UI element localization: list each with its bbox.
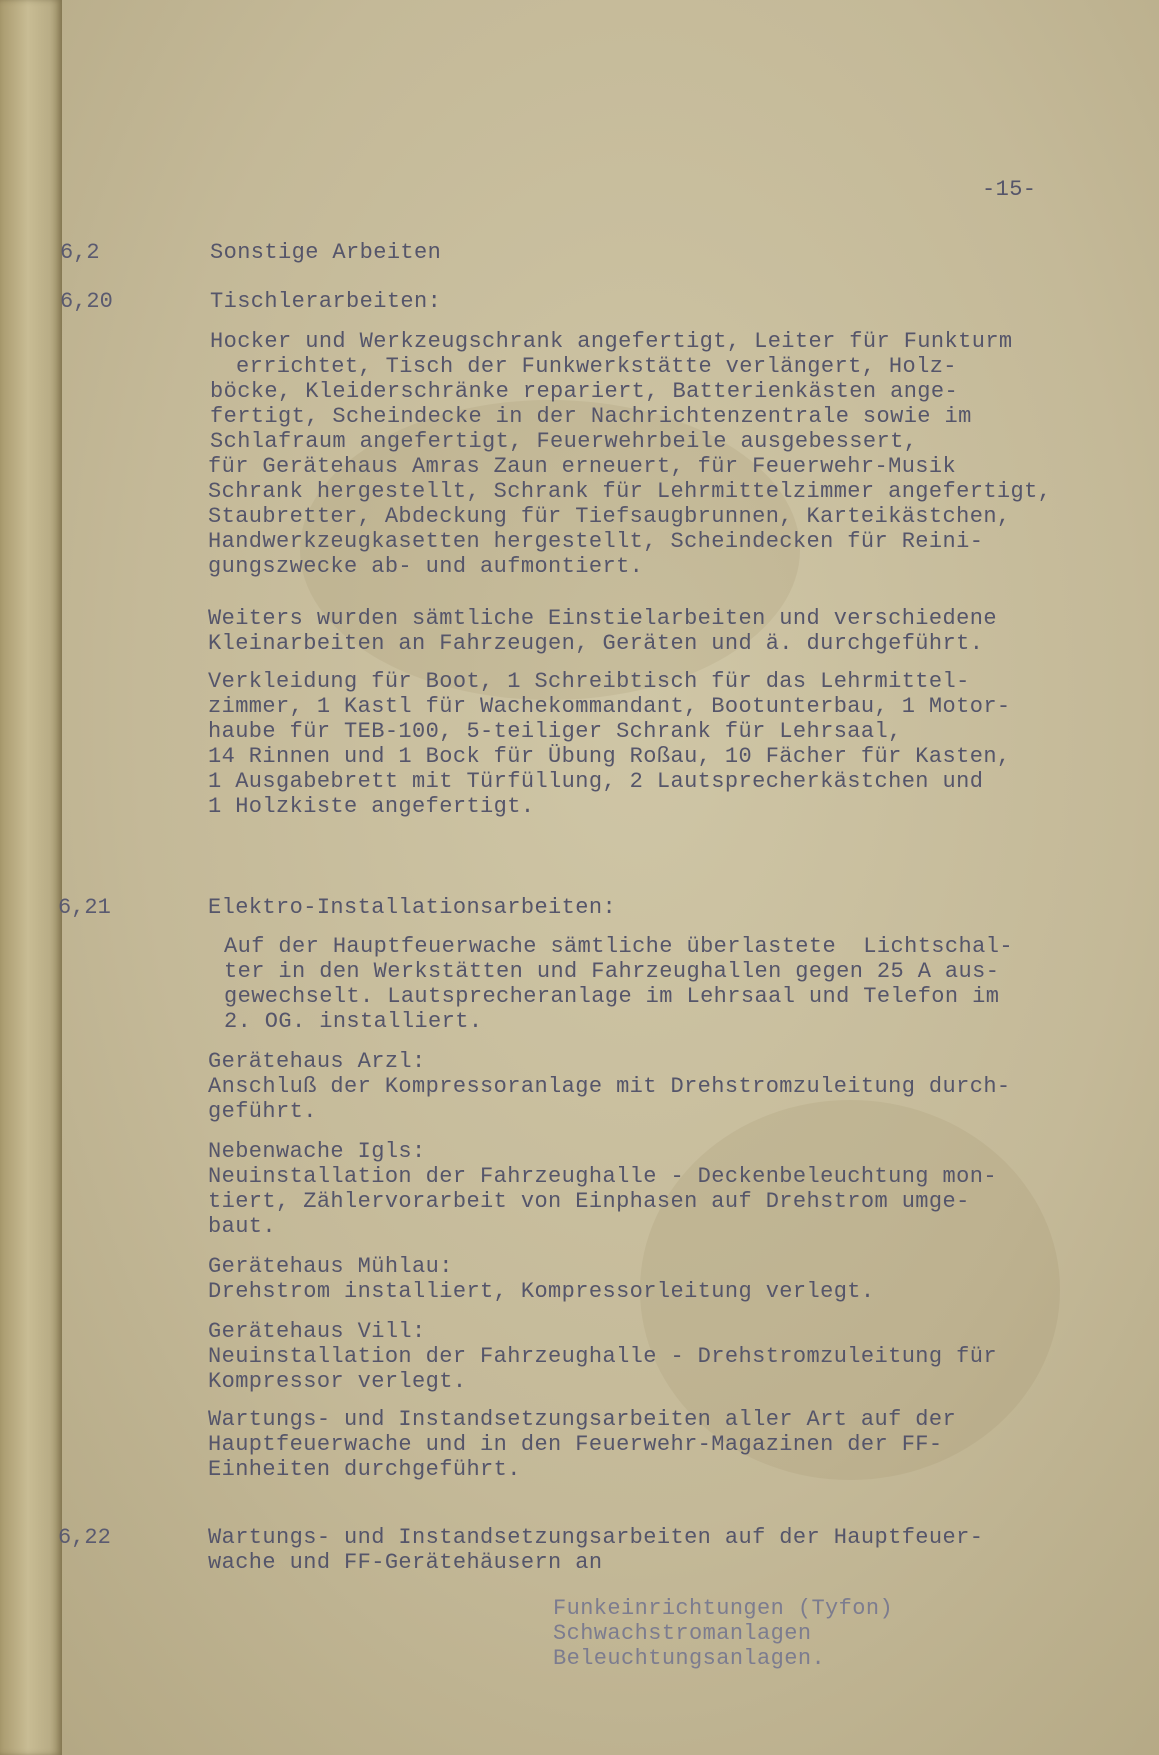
location-heading: Gerätehaus Arzl:: [208, 1049, 426, 1074]
text-line: Einheiten durchgeführt.: [208, 1457, 521, 1482]
section-number: 6,2: [60, 240, 100, 265]
text-line: Drehstrom installiert, Kompressorleitung verlegt.: [208, 1279, 875, 1304]
text-line: ter in den Werkstätten und Fahrzeughallen gegen 25 A aus-: [224, 959, 1000, 984]
location-heading: Gerätehaus Vill:: [208, 1319, 426, 1344]
text-line: Schrank hergestellt, Schrank für Lehrmittelzimmer angefertigt,: [208, 479, 1052, 504]
text-line: Hocker und Werkzeugschrank angefertigt, Leiter für Funkturm: [210, 329, 1013, 354]
text-line: Kompressor verlegt.: [208, 1369, 467, 1394]
text-line: gewechselt. Lautsprecheranlage im Lehrsaal und Telefon im: [224, 984, 1000, 1009]
text-line: fertigt, Scheindecke in der Nachrichtenzentrale sowie im: [210, 404, 972, 429]
text-line: 14 Rinnen und 1 Bock für Übung Roßau, 10 Fächer für Kasten,: [208, 744, 1011, 769]
section-heading: Elektro-Installationsarbeiten:: [208, 895, 617, 920]
text-line: böcke, Kleiderschränke repariert, Batterienkästen ange-: [210, 379, 959, 404]
text-line: errichtet, Tisch der Funkwerkstätte verlängert, Holz-: [236, 354, 957, 379]
text-line: gungszwecke ab- und aufmontiert.: [208, 554, 644, 579]
list-item: Beleuchtungsanlagen.: [553, 1646, 826, 1671]
text-line: Neuinstallation der Fahrzeughalle - Deckenbeleuchtung mon-: [208, 1164, 997, 1189]
text-line: Verkleidung für Boot, 1 Schreibtisch für das Lehrmittel-: [208, 669, 970, 694]
text-line: wache und FF-Gerätehäusern an: [208, 1550, 603, 1575]
text-line: zimmer, 1 Kastl für Wachekommandant, Bootunterbau, 1 Motor-: [208, 694, 1011, 719]
location-heading: Gerätehaus Mühlau:: [208, 1254, 453, 1279]
text-line: 1 Ausgabebrett mit Türfüllung, 2 Lautsprecherkästchen und: [208, 769, 984, 794]
text-line: Anschluß der Kompressoranlage mit Drehstromzuleitung durch-: [208, 1074, 1011, 1099]
text-line: Hauptfeuerwache und in den Feuerwehr-Magazinen der FF-: [208, 1432, 943, 1457]
text-line: Schlafraum angefertigt, Feuerwehrbeile ausgebessert,: [210, 429, 918, 454]
text-line: 2. OG. installiert.: [224, 1009, 483, 1034]
section-number: 6,22: [58, 1525, 111, 1550]
list-item: Funkeinrichtungen (Tyfon): [553, 1596, 894, 1621]
text-line: Neuinstallation der Fahrzeughalle - Drehstromzuleitung für: [208, 1344, 997, 1369]
text-line: baut.: [208, 1214, 277, 1239]
location-heading: Nebenwache Igls:: [208, 1139, 426, 1164]
page-number: -15-: [982, 177, 1037, 202]
text-line: für Gerätehaus Amras Zaun erneuert, für Feuerwehr-Musik: [208, 454, 957, 479]
section-number: 6,21: [58, 895, 111, 920]
page-binding-edge: [0, 0, 62, 1755]
text-line: Staubretter, Abdeckung für Tiefsaugbrunnen, Karteikästchen,: [208, 504, 1011, 529]
text-line: Weiters wurden sämtliche Einstielarbeiten und verschiedene: [208, 606, 997, 631]
list-item: Schwachstromanlagen: [553, 1621, 812, 1646]
text-line: Handwerkzeugkasetten hergestellt, Scheindecken für Reini-: [208, 529, 984, 554]
section-heading: Tischlerarbeiten:: [210, 289, 442, 314]
text-line: Wartungs- und Instandsetzungsarbeiten auf der Hauptfeuer-: [208, 1525, 984, 1550]
text-line: haube für TEB-100, 5-teiliger Schrank für Lehrsaal,: [208, 719, 902, 744]
section-number: 6,20: [60, 289, 113, 314]
text-line: 1 Holzkiste angefertigt.: [208, 794, 535, 819]
text-line: Wartungs- und Instandsetzungsarbeiten aller Art auf der: [208, 1407, 957, 1432]
text-line: tiert, Zählervorarbeit von Einphasen auf Drehstrom umge-: [208, 1189, 970, 1214]
text-line: geführt.: [208, 1099, 317, 1124]
section-heading: Sonstige Arbeiten: [210, 240, 442, 265]
text-line: Auf der Hauptfeuerwache sämtliche überlastete Lichtschal-: [224, 934, 1013, 959]
text-line: Kleinarbeiten an Fahrzeugen, Geräten und ä. durchgeführt.: [208, 631, 984, 656]
